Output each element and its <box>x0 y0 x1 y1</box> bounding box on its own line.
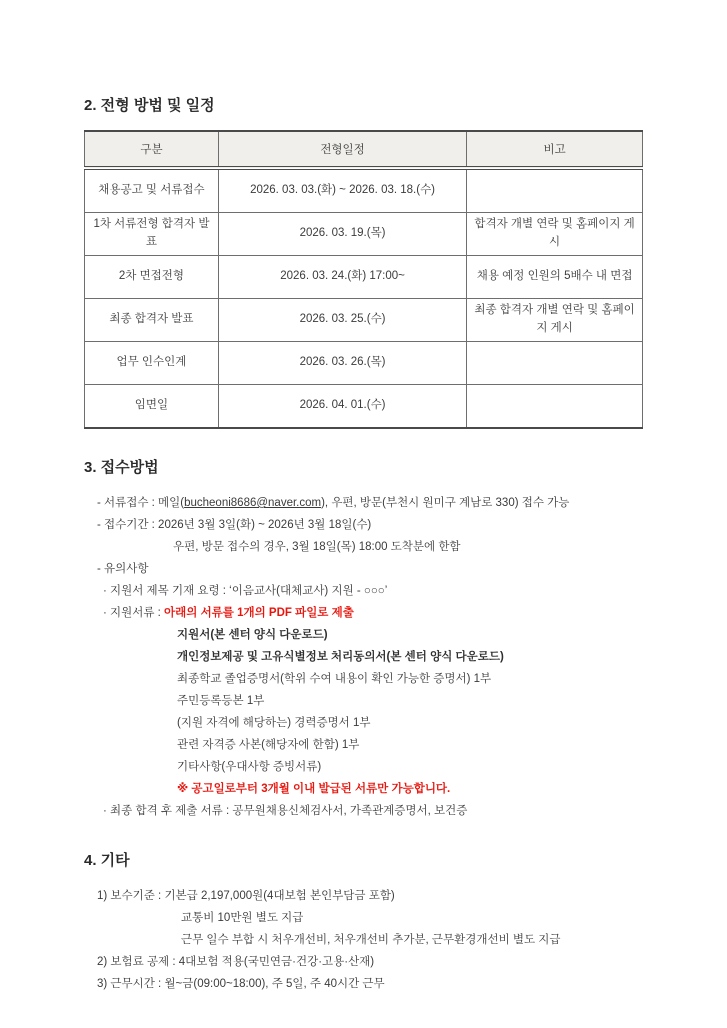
section4-title: 4. 기타 <box>84 852 130 869</box>
title-guide-line: · 지원서 제목 기재 요령 : ‘이음교사(대체교사) 지원 - ○○○’ <box>103 585 388 597</box>
table-row <box>85 213 643 256</box>
docs-line <box>103 602 643 624</box>
cell-schedule: 2026. 03. 24.(화) 17:00~ <box>218 256 466 299</box>
cell-note <box>467 342 643 385</box>
pay-line-2: 교통비 10만원 별도 지급 <box>181 912 304 924</box>
schedule-table <box>84 130 643 429</box>
email-link[interactable]: bucheoni8686@naver.com <box>184 497 322 509</box>
period-note-line: 우편, 방문 접수의 경우, 3월 18일(목) 18:00 도착분에 한함 <box>173 541 461 553</box>
docs-label: · 지원서류 : <box>103 607 165 619</box>
pay-line-1: 1) 보수기준 : 기본급 2,197,000원(4대보험 본인부담금 포함) <box>97 890 395 902</box>
caution-line: - 유의사항 <box>97 563 149 575</box>
cell-note: 합격자 개별 연락 및 홈페이지 게시 <box>467 213 643 256</box>
header-note: 비고 <box>467 131 643 168</box>
section-etc <box>84 849 643 995</box>
header-category: 구분 <box>85 131 219 168</box>
table-row <box>85 385 643 429</box>
doc-item-bold: 지원서(본 센터 양식 다운로드) <box>177 629 328 641</box>
cell-schedule: 2026. 03. 19.(목) <box>218 213 466 256</box>
section-application-method <box>84 456 643 822</box>
insurance-line: 2) 보험료 공제 : 4대보험 적용(국민연금·건강·고용·산재) <box>97 956 375 968</box>
reception-suffix: ), 우편, 방문(부천시 원미구 계남로 330) 접수 가능 <box>321 497 570 509</box>
doc-warning-line: ※ 공고일로부터 3개월 이내 발급된 서류만 가능합니다. <box>177 783 451 795</box>
cell-category: 채용공고 및 서류접수 <box>85 168 219 213</box>
cell-schedule: 2026. 03. 03.(화) ~ 2026. 03. 18.(수) <box>218 168 466 213</box>
cell-note <box>467 385 643 429</box>
doc-item: 관련 자격증 사본(해당자에 한함) 1부 <box>177 739 360 751</box>
cell-schedule: 2026. 03. 26.(목) <box>218 342 466 385</box>
table-row <box>85 168 643 213</box>
cell-category: 업무 인수인계 <box>85 342 219 385</box>
cell-category: 임면일 <box>85 385 219 429</box>
doc-item: (지원 자격에 해당하는) 경력증명서 1부 <box>177 717 371 729</box>
table-row <box>85 299 643 342</box>
doc-item-bold: 개인정보제공 및 고유식별정보 처리동의서(본 센터 양식 다운로드) <box>177 651 504 663</box>
cell-category: 1차 서류전형 합격자 발표 <box>85 213 219 256</box>
cell-schedule: 2026. 03. 25.(수) <box>218 299 466 342</box>
cell-category: 최종 합격자 발표 <box>85 299 219 342</box>
docs-highlight: 아래의 서류를 1개의 PDF 파일로 제출 <box>164 607 354 619</box>
cell-schedule: 2026. 04. 01.(수) <box>218 385 466 429</box>
section3-title: 3. 접수방법 <box>84 459 159 476</box>
cell-note: 최종 합격자 개별 연락 및 홈페이지 게시 <box>467 299 643 342</box>
period-line: - 접수기간 : 2026년 3월 3일(화) ~ 2026년 3월 18일(수) <box>97 519 372 531</box>
table-row <box>85 256 643 299</box>
final-docs-line: · 최종 합격 후 제출 서류 : 공무원채용신체검사서, 가족관계증명서, 보건증 <box>103 805 468 817</box>
doc-item: 주민등록등본 1부 <box>177 695 265 707</box>
table-row <box>85 342 643 385</box>
section-selection-schedule <box>84 94 643 429</box>
doc-item: 기타사항(우대사항 증빙서류) <box>177 761 322 773</box>
section2-title: 2. 전형 방법 및 일정 <box>84 97 215 114</box>
table-header-row <box>85 131 643 168</box>
cell-note <box>467 168 643 213</box>
reception-prefix: - 서류접수 : 메일( <box>97 497 185 509</box>
cell-note: 채용 예정 인원의 5배수 내 면접 <box>467 256 643 299</box>
hours-line: 3) 근무시간 : 월~금(09:00~18:00), 주 5일, 주 40시간 근무 <box>97 978 385 990</box>
reception-line <box>97 492 643 514</box>
pay-line-3: 근무 일수 부합 시 처우개선비, 처우개선비 추가분, 근무환경개선비 별도 지급 <box>181 934 561 946</box>
cell-category: 2차 면접전형 <box>85 256 219 299</box>
doc-item: 최종학교 졸업증명서(학위 수여 내용이 확인 가능한 증명서) 1부 <box>177 673 492 685</box>
header-schedule: 전형일정 <box>218 131 466 168</box>
